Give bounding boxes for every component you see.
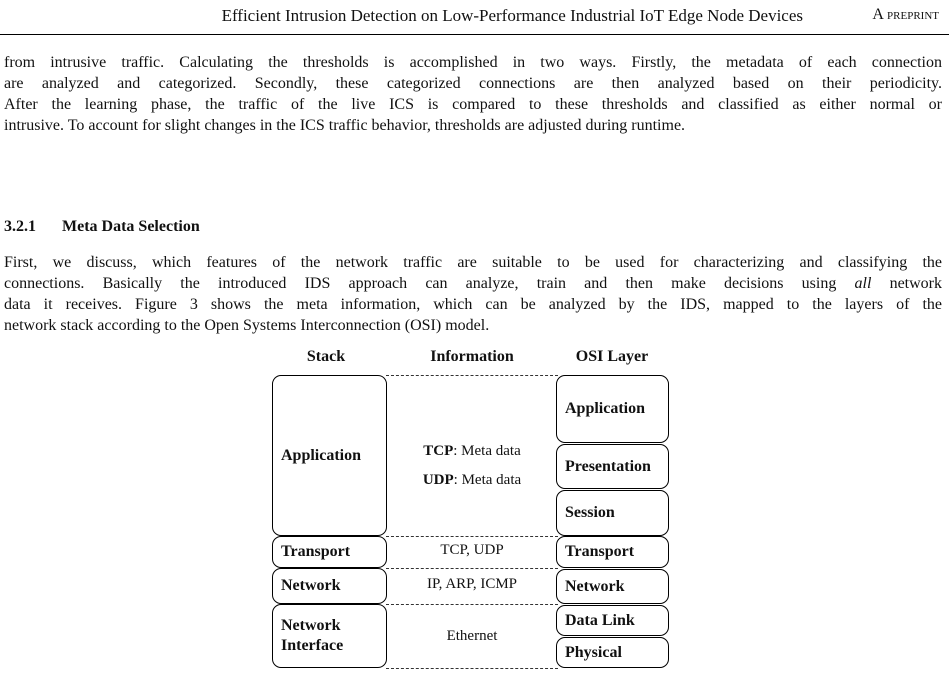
osi-presentation-label: Presentation — [565, 457, 651, 475]
osi-transport-box — [556, 536, 669, 568]
stack-network-interface-box — [272, 604, 387, 668]
osi-presentation-box — [556, 444, 669, 489]
osi-session-label: Session — [565, 504, 615, 521]
running-title: Efficient Intrusion Detection on Low-Performance Industrial IoT Edge Node Devices — [221, 6, 803, 25]
osi-application-box — [556, 375, 669, 443]
label-line: Network — [281, 617, 341, 634]
paragraph-line: are analyzed and categorized. Secondly, these categorized connections are then analyzed based on their periodicity. — [4, 75, 942, 92]
osi-mapping-diagram — [264, 340, 684, 676]
stack-network-interface-label — [281, 616, 343, 656]
info-tcp-meta — [392, 443, 552, 460]
paragraph-thresholds — [4, 52, 942, 136]
section-number: 3.2.1 — [4, 218, 36, 235]
osi-physical-box — [556, 637, 669, 668]
info-network-interface: Ethernet — [446, 628, 498, 644]
section-heading — [4, 218, 200, 236]
paragraph-line: After the learning phase, the traffic of the live ICS is compared to these thresholds and classified as either normal or — [4, 96, 942, 113]
label-line: Interface — [281, 637, 344, 654]
stack-network-label: Network — [281, 577, 341, 594]
emphasis-all: all — [854, 275, 872, 292]
paragraph-meta-data — [4, 252, 942, 336]
info-udp-label: UDP — [422, 472, 454, 488]
info-text: : Meta data — [453, 443, 521, 459]
page-header — [0, 0, 949, 35]
osi-network-box — [556, 569, 669, 604]
stack-transport-label: Transport — [281, 543, 351, 560]
stack-transport-box — [272, 536, 387, 568]
paragraph-line: data it receives. Figure 3 shows the meta information, which can be analyzed by the IDS, mapped to the layers of the — [4, 296, 942, 313]
osi-data-link-box — [556, 605, 669, 636]
osi-transport-label: Transport — [565, 543, 635, 560]
paragraph-line: intrusive. To account for slight changes in the ICS traffic behavior, thresholds are adjusted during runtime. — [4, 117, 686, 134]
osi-application-label: Application — [565, 400, 646, 417]
info-transport: TCP, UDP — [440, 542, 504, 558]
stack-application-label: Application — [281, 446, 362, 464]
dashed-separator — [386, 668, 558, 669]
info-network: IP, ARP, ICMP — [426, 576, 518, 592]
paragraph-line: First, we discuss, which features of the network traffic are suitable to be used for characterizing and classifying the — [4, 254, 942, 271]
header-stack: Stack — [306, 348, 346, 365]
dashed-separator — [386, 604, 558, 605]
osi-network-label: Network — [565, 577, 625, 595]
header-osi-layer: OSI Layer — [575, 348, 649, 365]
osi-session-box — [556, 490, 669, 536]
section-title: Meta Data Selection — [62, 218, 200, 235]
text-run: connections. Basically the introduced IDS approach can analyze, train and then make decisions using — [4, 275, 855, 292]
osi-physical-label: Physical — [565, 643, 622, 661]
dashed-separator — [386, 536, 558, 537]
info-udp-meta — [392, 472, 552, 489]
info-text: : Meta data — [453, 472, 522, 488]
info-tcp-label: TCP — [423, 443, 454, 459]
header-information: Information — [430, 348, 514, 365]
paragraph-line: network stack according to the Open Systems Interconnection (OSI) model. — [4, 317, 490, 334]
preprint-tag: A preprint — [872, 6, 939, 23]
stack-network-box — [272, 568, 387, 604]
text-run: network — [871, 275, 942, 292]
stack-application-box — [272, 375, 387, 536]
dashed-separator — [386, 568, 558, 569]
osi-data-link-label: Data Link — [565, 611, 635, 629]
paragraph-line — [4, 273, 942, 294]
paragraph-line: from intrusive traffic. Calculating the thresholds is accomplished in two ways. Firstly, the metadata of each connection — [4, 54, 942, 71]
dashed-separator — [386, 375, 558, 376]
